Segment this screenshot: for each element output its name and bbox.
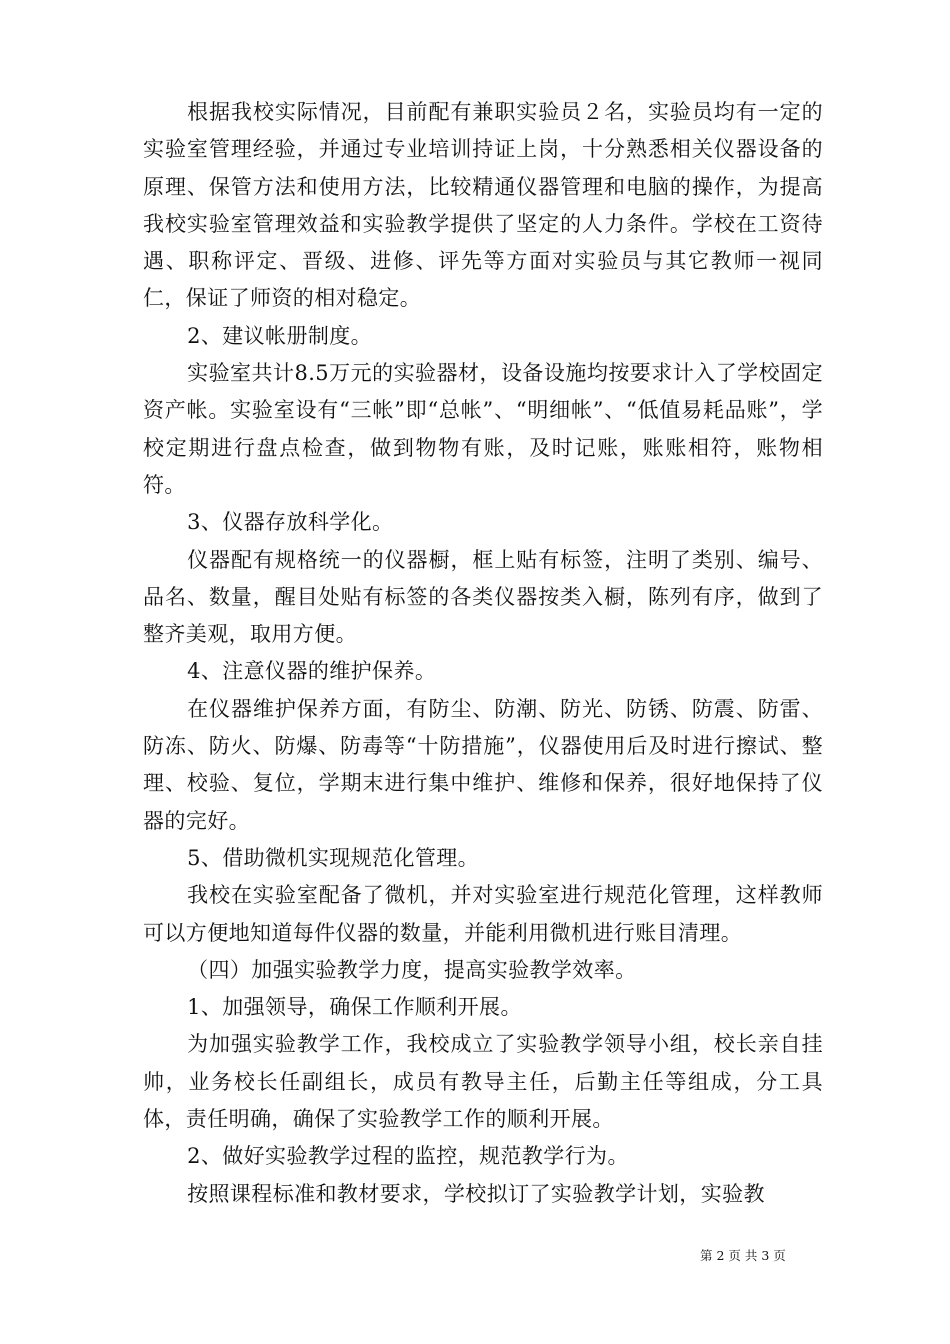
heading-strengthen-leadership: 1、加强领导，确保工作顺利开展。: [187, 995, 522, 1020]
heading-teaching-monitoring: 2、做好实验教学过程的监控，规范教学行为。: [187, 1144, 629, 1169]
paragraph-ledger-system: 实验室共计8.5万元的实验器材，设备设施均按要求计入了学校固定资产帐。实验室设有“三帐”即“总帐”、“明细帐”、“低值易耗品账”，学校定期进行盘点检查，做到物物有账，及时记账，账账相符，账物相符。: [143, 361, 823, 497]
paragraph-strengthen-leadership: 为加强实验教学工作，我校成立了实验教学领导小组，校长亲自挂帅，业务校长任副组长，成员有教导主任，后勤主任等组成，分工具体，责任明确，确保了实验教学工作的顺利开展。: [143, 1032, 823, 1132]
paragraph-lab-staff: 根据我校实际情况，目前配有兼职实验员２名，实验员均有一定的实验室管理经验，并通过专业培训持证上岗，十分熟悉相关仪器设备的原理、保管方法和使用方法，比较精通仪器管理和电脑的操作，为提高我校实验室管理效益和实验教学提供了坚定的人力条件。学校在工资待遇、职称评定、晋级、进修、评先等方面对实验员与其它教师一视同仁，保证了师资的相对稳定。: [143, 100, 823, 311]
heading-section-four: （四）加强实验教学力度，提高实验教学效率。: [187, 957, 637, 982]
paragraph-instrument-storage: 仪器配有规格统一的仪器橱，框上贴有标签，注明了类别、编号、品名、数量，醒目处贴有标签的各类仪器按类入橱，陈列有序，做到了整齐美观，取用方便。: [143, 547, 823, 647]
paragraph-teaching-monitoring: 按照课程标准和教材要求，学校拟订了实验教学计划，实验教: [187, 1181, 765, 1206]
heading-instrument-maintenance: 4、注意仪器的维护保养。: [187, 659, 437, 684]
paragraph-instrument-maintenance: 在仪器维护保养方面，有防尘、防潮、防光、防锈、防震、防雷、防冻、防火、防爆、防毒等“十防措施”，仪器使用后及时进行擦试、整理、校验、复位，学期末进行集中维护、维修和保养，很好地保持了仪器的完好。: [143, 696, 823, 833]
heading-ledger-system: 2、建议帐册制度。: [187, 323, 373, 348]
paragraph-computer-management: 我校在实验室配备了微机，并对实验室进行规范化管理，这样教师可以方便地知道每件仪器的数量，并能利用微机进行账目清理。: [143, 883, 823, 945]
heading-computer-management: 5、借助微机实现规范化管理。: [187, 845, 480, 870]
document-body: [143, 94, 823, 1213]
page-number: 第 2 页 共 3 页: [700, 1248, 786, 1263]
heading-instrument-storage: 3、仪器存放科学化。: [187, 510, 394, 535]
